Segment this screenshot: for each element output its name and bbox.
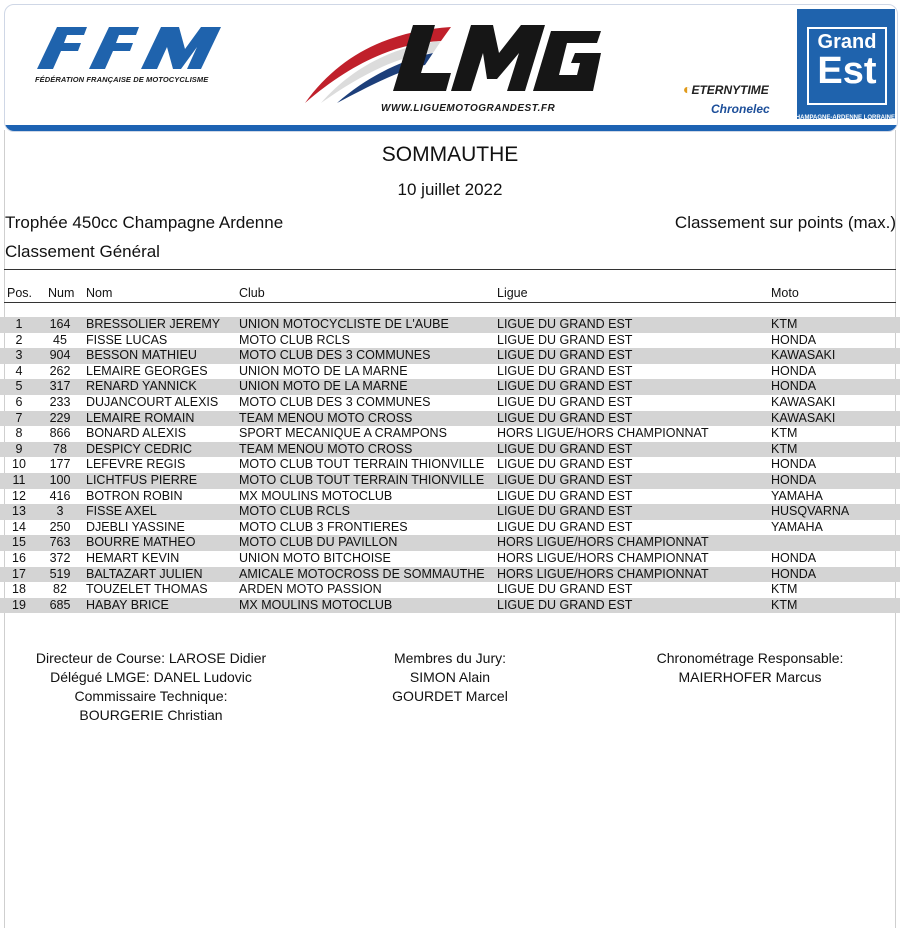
cell-club: MOTO CLUB 3 FRONTIERES [239,519,408,534]
cell-moto: KTM [771,317,798,331]
eternytime-logo [683,81,769,97]
cell-pos: 17 [12,566,26,581]
table-row [0,567,900,583]
cell-nom: BOURRE MATHEO [86,535,196,550]
cell-nom: LEMAIRE ROMAIN [86,410,195,425]
table-row [0,489,900,505]
cell-ligue: LIGUE DU GRAND EST [497,410,633,425]
cell-club: MOTO CLUB RCLS [239,504,350,519]
cell-moto: KTM [771,582,798,597]
official-line: Commissaire Technique: [74,688,228,704]
table-row [0,598,900,614]
cell-moto: KTM [771,441,798,456]
cell-nom: DJEBLI YASSINE [86,519,185,534]
cell-club: MOTO CLUB DES 3 COMMUNES [239,394,431,409]
cell-nom: DUJANCOURT ALEXIS [86,394,219,409]
cell-num: 262 [49,363,71,378]
cell-ligue: LIGUE DU GRAND EST [497,441,633,456]
cell-nom: FISSE AXEL [86,504,157,519]
cell-ligue: HORS LIGUE/HORS CHAMPIONNAT [497,426,709,441]
cell-pos: 8 [15,426,23,441]
cell-ligue: LIGUE DU GRAND EST [497,332,633,347]
cell-nom: DESPICY CEDRIC [86,441,193,456]
cell-num: 229 [49,410,71,425]
cell-nom: BONARD ALEXIS [86,426,187,441]
cell-pos: 14 [12,519,26,534]
cell-club: MOTO CLUB TOUT TERRAIN THIONVILLE [239,457,485,472]
header-divider [4,302,896,303]
general-ranking-label: Classement Général [5,242,160,261]
official-line: Directeur de Course: LAROSE Didier [35,650,267,666]
header-nom: Nom [86,286,113,300]
official-line: SIMON Alain [409,669,491,685]
cell-ligue: LIGUE DU GRAND EST [497,582,633,597]
cell-nom: FISSE LUCAS [86,332,168,347]
table-row [0,426,900,442]
ranking-type: Classement sur points (max.) [674,213,896,232]
officials-left [0,649,302,725]
cell-nom: LICHTFUS PIERRE [86,472,198,487]
table-row [0,520,900,536]
header-ligue: Ligue [497,286,528,300]
cell-ligue: HORS LIGUE/HORS CHAMPIONNAT [497,566,709,581]
cell-nom: LEMAIRE GEORGES [86,363,208,378]
grand-est-est: Est [817,50,877,92]
cell-ligue: LIGUE DU GRAND EST [497,317,633,331]
table-row [0,317,900,333]
grand-est-logo [765,9,895,121]
cell-pos: 19 [12,597,26,612]
cell-moto: HONDA [771,550,817,565]
officials-middle [300,649,600,706]
cell-num: 233 [49,394,71,409]
cell-pos: 15 [12,535,26,550]
cell-num: 372 [49,550,71,565]
cell-num: 100 [49,472,71,487]
official-line: MAIERHOFER Marcus [678,669,822,685]
cell-moto: KAWASAKI [771,394,836,409]
cell-nom: RENARD YANNICK [86,379,197,394]
cell-nom: HEMART KEVIN [86,550,180,565]
cell-pos: 1 [15,317,23,331]
official-line: BOURGERIE Christian [79,707,223,723]
official-line: Chronométrage Responsable: [656,650,844,666]
header-banner [4,4,898,132]
header-club: Club [239,286,265,300]
cell-num: 82 [53,582,67,597]
cell-moto: KTM [771,597,798,612]
cell-pos: 12 [12,488,26,503]
cell-pos: 16 [12,550,26,565]
cell-num: 904 [49,348,71,363]
divider [4,269,896,270]
cell-ligue: LIGUE DU GRAND EST [497,363,633,378]
cell-ligue: LIGUE DU GRAND EST [497,597,633,612]
cell-ligue: LIGUE DU GRAND EST [497,504,633,519]
results-table [0,317,900,613]
header-band [5,125,897,131]
table-row [0,504,900,520]
header-num: Num [48,286,75,300]
cell-ligue: LIGUE DU GRAND EST [497,472,633,487]
cell-ligue: LIGUE DU GRAND EST [497,457,633,472]
eternytime-text: ETERNYTIME [691,83,769,97]
cell-num: 164 [49,317,71,331]
table-row [0,348,900,364]
table-row [0,333,900,349]
cell-num: 866 [49,426,71,441]
cell-moto: KTM [771,426,798,441]
cell-moto: HONDA [771,332,817,347]
cell-ligue: LIGUE DU GRAND EST [497,348,633,363]
cell-pos: 5 [15,379,23,394]
cell-nom: BESSON MATHIEU [86,348,197,363]
cell-moto: HONDA [771,566,817,581]
lmge-url: WWW.LIGUEMOTOGRANDEST.FR [381,103,556,114]
header-pos: Pos. [7,286,33,300]
cell-num: 416 [49,488,71,503]
event-title: SOMMAUTHE [381,143,519,166]
cell-num: 317 [49,379,71,394]
grand-est-grand: Grand [817,31,877,53]
cell-num: 250 [49,519,71,534]
cell-club: SPORT MECANIQUE A CRAMPONS [239,426,447,441]
ffm-logo [27,19,227,79]
cell-pos: 9 [15,441,23,456]
header-moto: Moto [771,286,799,300]
cell-ligue: LIGUE DU GRAND EST [497,488,633,503]
cell-pos: 6 [15,394,23,409]
event-date: 10 juillet 2022 [397,180,503,199]
ffm-subtitle: FÉDÉRATION FRANÇAISE DE MOTOCYCLISME [35,75,209,84]
lmge-logo [301,13,621,103]
cell-num: 45 [53,332,67,347]
cell-moto: HONDA [771,457,817,472]
cell-num: 519 [49,566,71,581]
cell-nom: BALTAZART JULIEN [86,566,203,581]
cell-nom: BRESSOLIER JEREMY [86,317,221,331]
official-line: Délégué LMGE: DANEL Ludovic [50,669,252,685]
cell-moto: HUSQVARNA [771,504,850,519]
table-row [0,395,900,411]
table-row [0,535,900,551]
cell-nom: BOTRON ROBIN [86,488,183,503]
cell-ligue: HORS LIGUE/HORS CHAMPIONNAT [497,535,709,550]
cell-ligue: LIGUE DU GRAND EST [497,394,633,409]
table-row [0,457,900,473]
cell-ligue: HORS LIGUE/HORS CHAMPIONNAT [497,550,709,565]
grand-est-frame [807,27,887,105]
cell-pos: 2 [15,332,23,347]
cell-pos: 13 [12,504,26,519]
cell-club: MOTO CLUB DES 3 COMMUNES [239,348,431,363]
cell-num: 177 [49,457,71,472]
cell-moto: HONDA [771,379,817,394]
eternytime-icon: ◐ [683,81,692,97]
table-row [0,411,900,427]
cell-pos: 11 [12,472,26,487]
cell-club: AMICALE MOTOCROSS DE SOMMAUTHE [239,566,485,581]
cell-pos: 7 [15,410,23,425]
cell-moto: YAMAHA [771,488,823,503]
cell-club: TEAM MENOU MOTO CROSS [239,441,413,456]
cell-moto: HONDA [771,363,817,378]
table-row [0,379,900,395]
cell-club: ARDEN MOTO PASSION [239,582,382,597]
cell-pos: 18 [12,582,26,597]
cell-club: MX MOULINS MOTOCLUB [239,597,393,612]
official-line: GOURDET Marcel [392,688,508,704]
cell-club: UNION MOTOCYCLISTE DE L'AUBE [239,317,449,331]
table-row [0,582,900,598]
officials-right [600,649,900,687]
cell-nom: TOUZELET THOMAS [86,582,208,597]
cell-club: MOTO CLUB DU PAVILLON [239,535,398,550]
cell-num: 685 [49,597,71,612]
cell-moto: KAWASAKI [771,410,836,425]
trophy-name: Trophée 450cc Champagne Ardenne [5,213,284,232]
cell-ligue: LIGUE DU GRAND EST [497,379,633,394]
cell-pos: 10 [12,457,26,472]
official-line: Membres du Jury: [393,650,507,666]
cell-moto: YAMAHA [771,519,823,534]
cell-num: 3 [56,504,64,519]
cell-nom: HABAY BRICE [86,597,169,612]
cell-pos: 3 [15,348,23,363]
cell-club: UNION MOTO DE LA MARNE [239,379,408,394]
grand-est-regions: ALSACE CHAMPAGNE-ARDENNE LORRAINE [765,115,895,121]
cell-club: MX MOULINS MOTOCLUB [239,488,393,503]
cell-num: 763 [49,535,71,550]
cell-club: UNION MOTO BITCHOISE [239,550,391,565]
table-row [0,364,900,380]
cell-num: 78 [53,441,67,456]
cell-moto: KAWASAKI [771,348,836,363]
cell-pos: 4 [15,363,23,378]
chronelec-logo: Chronelec [711,102,770,116]
cell-club: MOTO CLUB RCLS [239,332,350,347]
table-row [0,551,900,567]
cell-club: TEAM MENOU MOTO CROSS [239,410,413,425]
cell-ligue: LIGUE DU GRAND EST [497,519,633,534]
cell-club: MOTO CLUB TOUT TERRAIN THIONVILLE [239,472,485,487]
cell-moto: HONDA [771,472,817,487]
cell-club: UNION MOTO DE LA MARNE [239,363,408,378]
cell-nom: LEFEVRE REGIS [86,457,186,472]
table-row [0,473,900,489]
table-row [0,442,900,458]
